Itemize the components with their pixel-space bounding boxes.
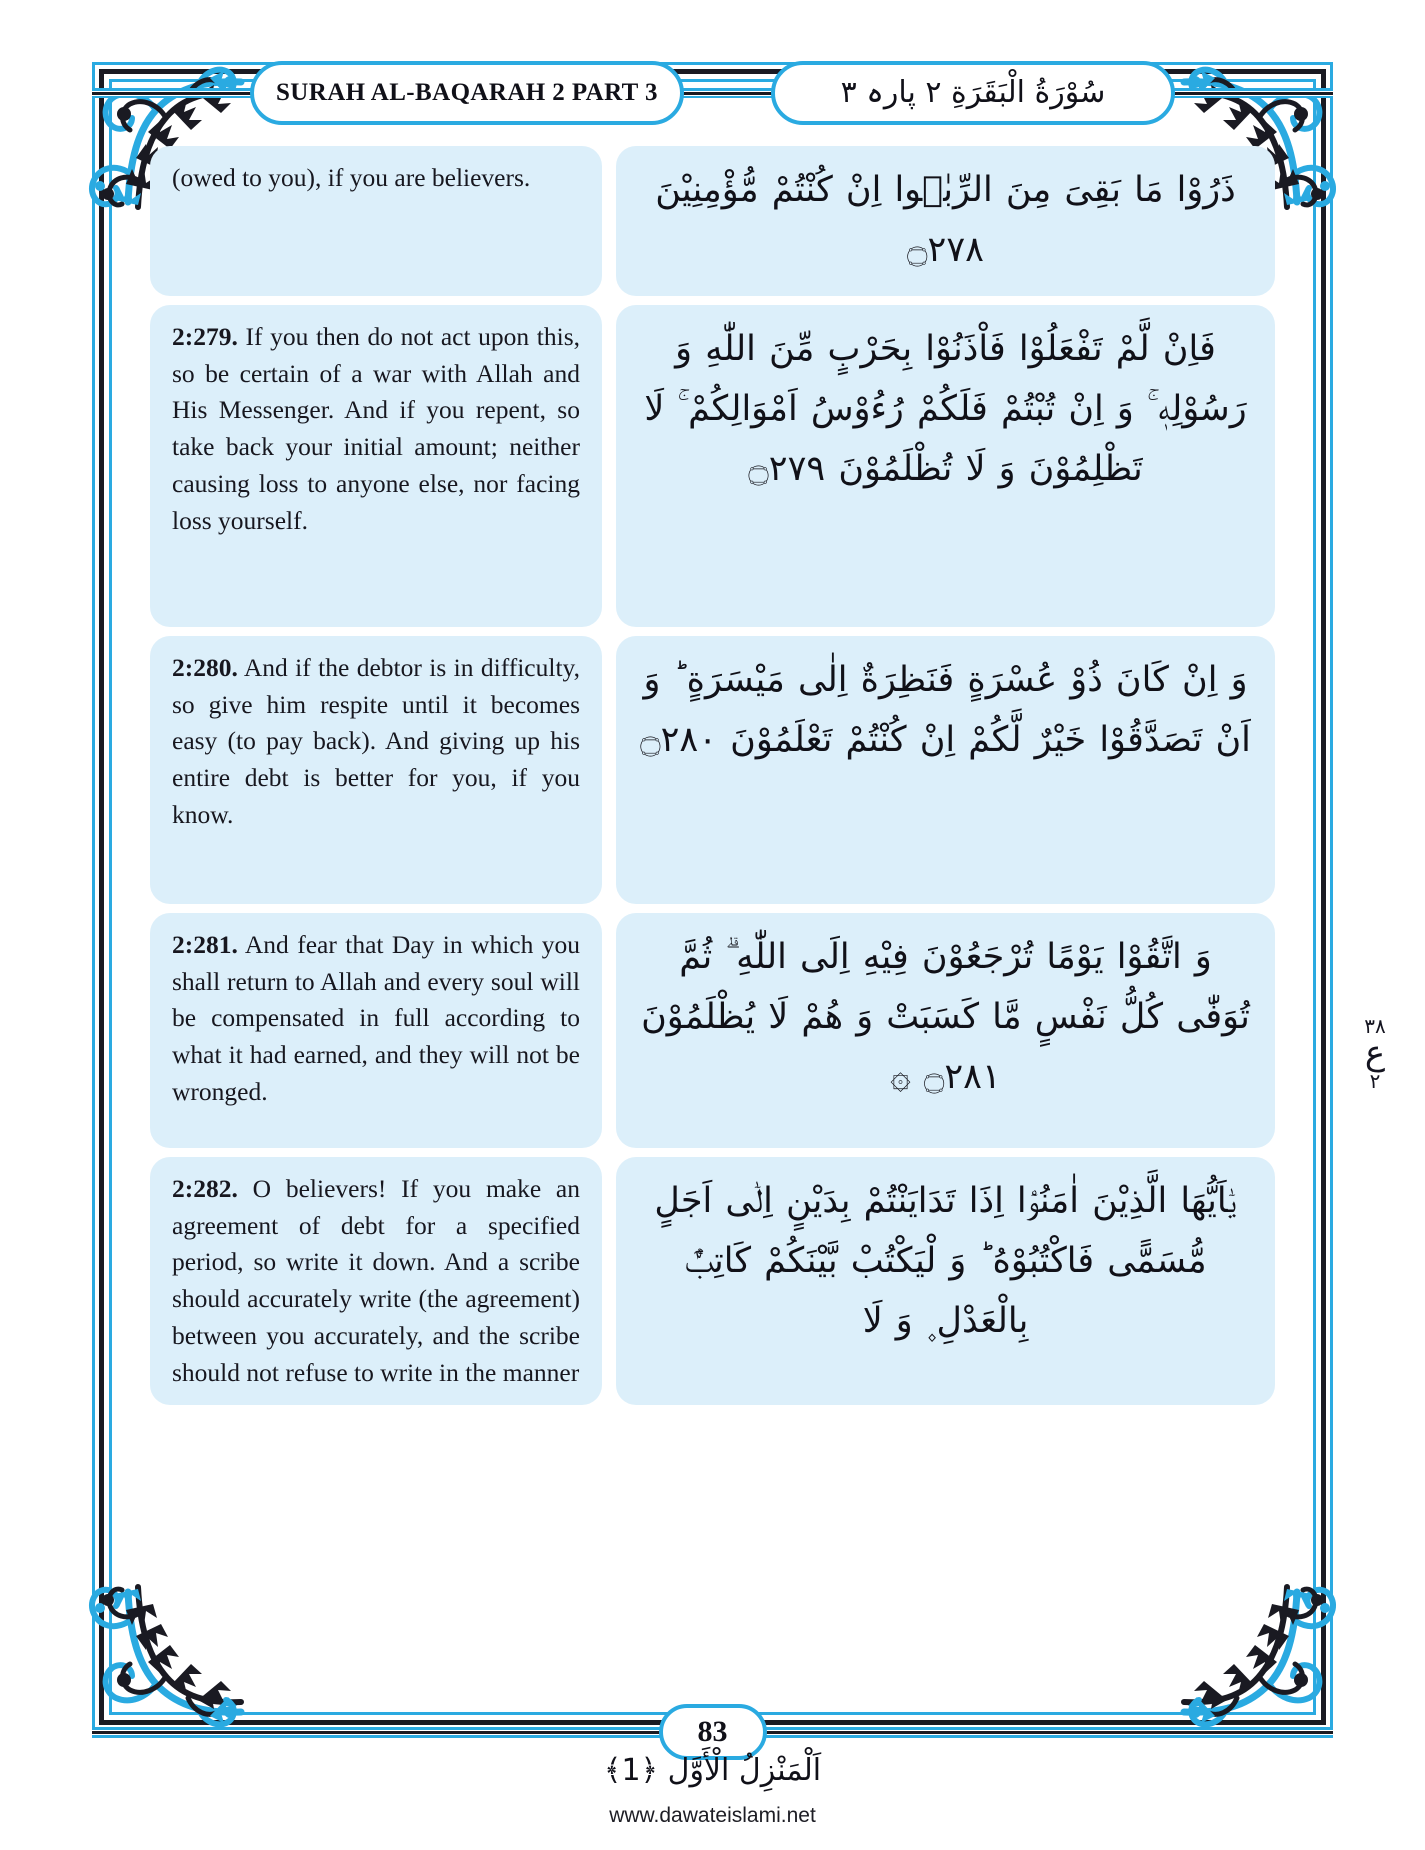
translation-body: (owed to you), if you are believers. [172,163,531,192]
arabic-verse-text: ذَرُوْا مَا بَقِیَ مِنَ الرِّبٰۤوا اِنْ كُنْتُمْ مُّؤْمِنِیْنَ ۝۲۷۸ [655,170,1236,271]
surah-title-arabic: سُوْرَةُ الْبَقَرَةِ ٢ پارہ ٣ [840,75,1106,110]
ruku-margin-marker [1347,1014,1403,1094]
verse-reference: 2:279. [172,322,238,351]
surah-title-arabic-banner [771,61,1175,125]
translation-block [150,305,602,627]
ruku-verse-count: ٣٨ [1364,1014,1386,1038]
ruku-symbol-icon: ع [1364,1033,1386,1074]
arabic-block [616,913,1275,1148]
translation-text [172,1171,580,1391]
translation-body: If you then do not act upon this, so be certain of a war with Allah and His Messenger. And if you repent, so take back your initial amount; neither causing loss to anyone else, nor facing loss yourself. [172,322,580,535]
translation-block [150,636,602,904]
arabic-block [616,146,1275,296]
arabic-column [616,146,1275,1582]
verse-columns [150,146,1275,1582]
arabic-block [616,1157,1275,1405]
translation-text [172,650,580,834]
page-header [92,62,1333,124]
translation-body: And fear that Day in which you shall return to Allah and every soul will be compensated in full according to what it had earned, and they will not be wronged. [172,930,581,1106]
translation-text [172,927,580,1111]
translation-text [172,160,580,197]
surah-title-english-banner [250,61,684,125]
manzil-label: اَلْمَنْزِلُ الْأَوَّل ﴿1﴾ [603,1753,822,1788]
arabic-verse-text: یٰۤاَیُّهَا الَّذِیْنَ اٰمَنُوْۤا اِذَا تَدَایَنْتُمْ بِدَیْنٍ اِلٰۤى اَجَلٍ مُّسَمًّى فَاكْتُبُوْهُ ؕ وَ لْیَكْتُبْ بَّیْنَكُمْ كَاتِبٌۢ بِالْعَدْلِ ۪ وَ لَا [654,1181,1237,1342]
translation-body: And if the debtor is in difficulty, so give him respite until it becomes easy (to pay back). And giving up his entire debt is better for you, if you know. [172,653,581,829]
translation-text [172,319,580,539]
translation-block [150,913,602,1148]
arabic-block [616,305,1275,627]
arabic-verse-text: فَاِنْ لَّمْ تَفْعَلُوْا فَاْذَنُوْا بِحَرْبٍ مِّنَ اللّٰهِ وَ رَسُوْلِهٖ ۚ وَ اِنْ تُبْتُمْ فَلَكُمْ رُءُوْسُ اَمْوَالِكُمْ ۚ لَا تَظْلِمُوْنَ وَ لَا تُظْلَمُوْنَ ۝۲۷۹ [644,329,1247,490]
surah-title-english: SURAH AL-BAQARAH 2 PART 3 [276,79,658,106]
page-number-banner [659,1704,767,1760]
arabic-block [616,636,1275,904]
verse-reference: 2:282. [172,1174,238,1203]
translation-body: O believers! If you make an agreement of debt for a specified period, so write it down. And a scribe should accurately write (the agreement) between you accurately, and the scribe should not refuse to write in the manner [172,1174,581,1387]
translation-column [150,146,602,1582]
website-url: www.dawateislami.net [609,1804,816,1827]
arabic-verse-text: وَ اتَّقُوْا یَوْمًا تُرْجَعُوْنَ فِیْهِ اِلَى اللّٰهِ ۗ ثُمَّ تُوَفّٰى كُلُّ نَفْسٍ مَّا كَسَبَتْ وَ هُمْ لَا یُظْلَمُوْنَ ۝۲۸۱ ۞ [641,937,1250,1098]
verse-reference: 2:280. [172,653,238,682]
ruku-number: ٢ [1369,1069,1381,1094]
arabic-verse-text: وَ اِنْ كَانَ ذُوْ عُسْرَةٍ فَنَظِرَةٌ اِلٰى مَیْسَرَةٍ ؕ وَ اَنْ تَصَدَّقُوْا خَیْرٌ لَّكُمْ اِنْ كُنْتُمْ تَعْلَمُوْنَ ۝۲۸۰ [640,660,1251,761]
verse-reference: 2:281. [172,930,238,959]
translation-block [150,146,602,296]
translation-block [150,1157,602,1405]
page-number: 83 [697,1715,728,1748]
